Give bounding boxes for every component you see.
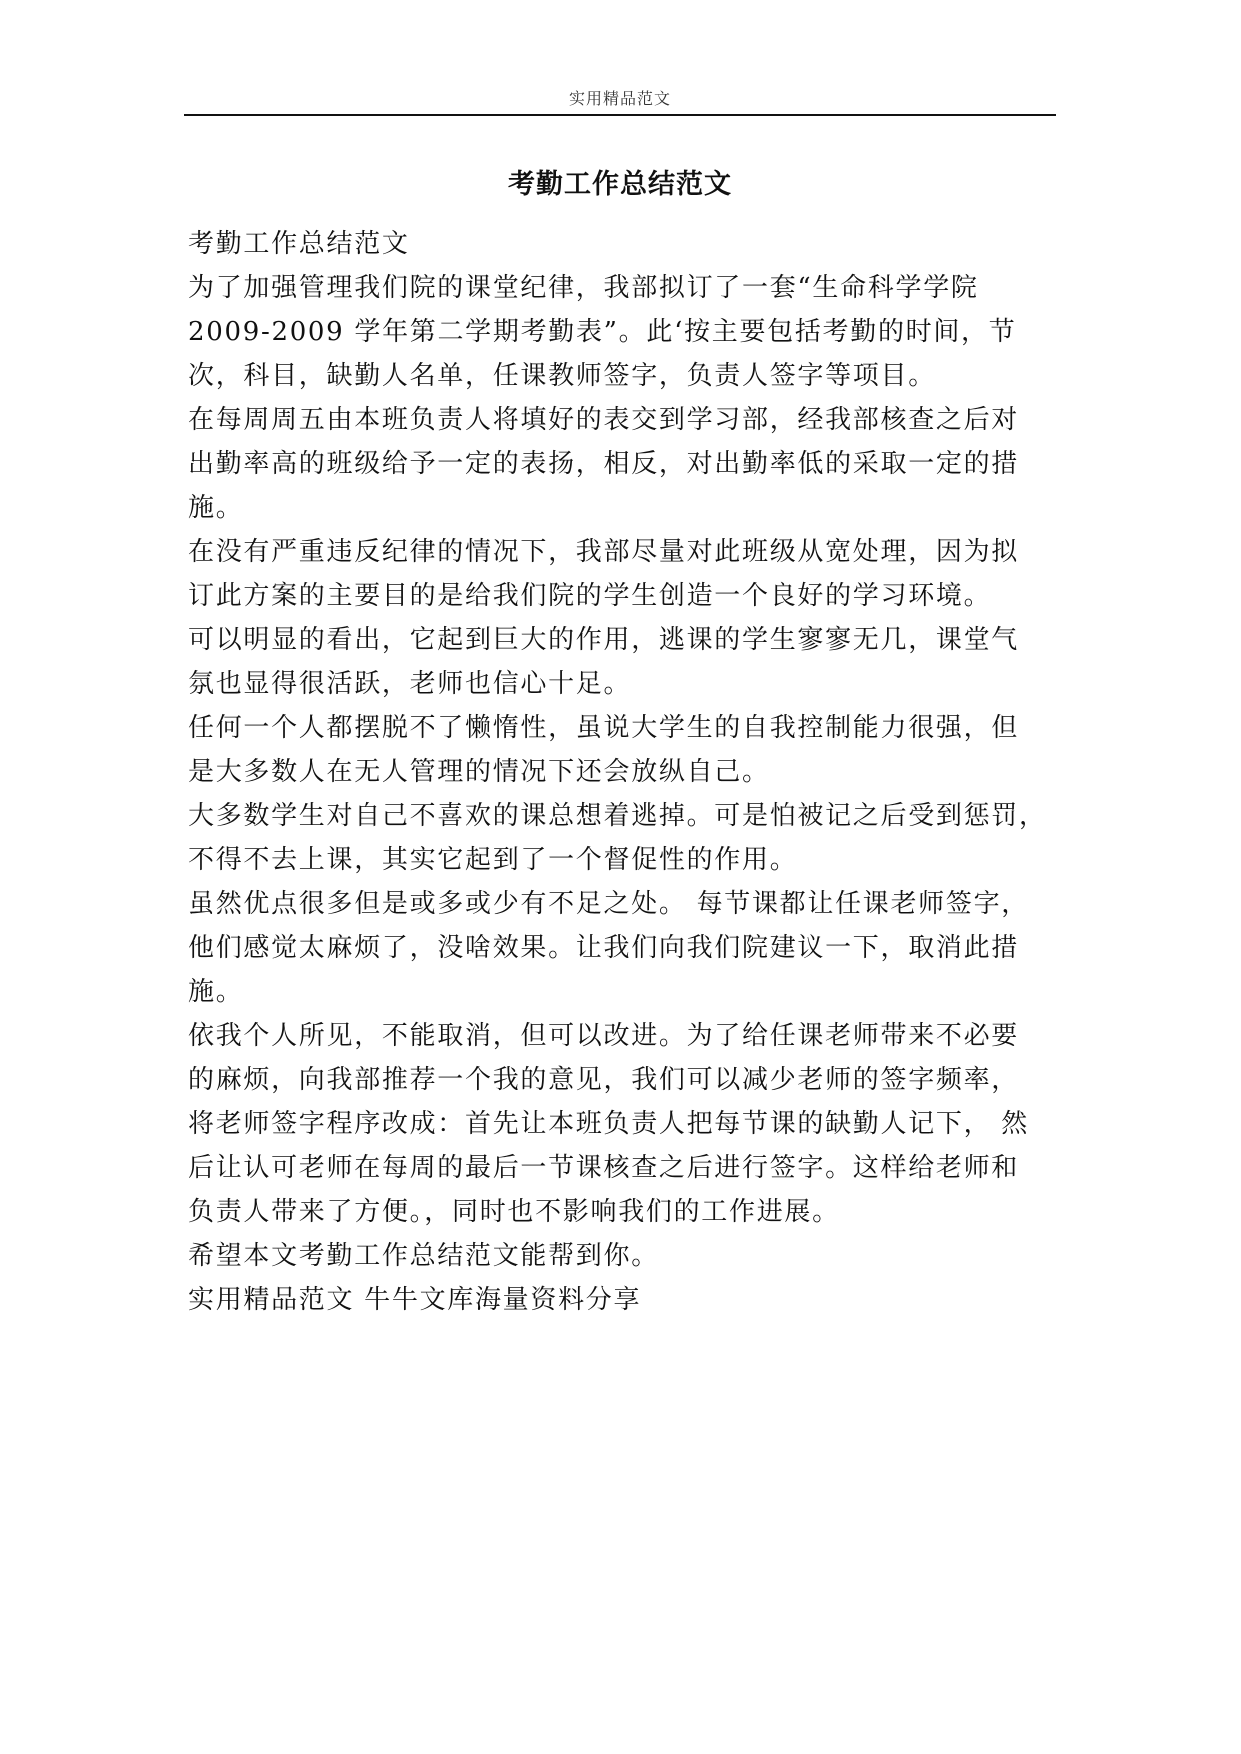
body-line: 任何一个人都摆脱不了懒惰性，虽说大学生的自我控制能力很强，但 (188, 713, 1020, 743)
body-line: 的麻烦，向我部推荐一个我的意见，我们可以减少老师的签字频率， (188, 1065, 1020, 1095)
body-line: 实用精品范文 牛牛文库海量资料分享 (188, 1285, 642, 1315)
body-line: 2009-2009 学年第二学期考勤表”。此‘按主要包括考勤的时间，节 (188, 317, 1017, 347)
body-line: 虽然优点很多但是或多或少有不足之处。 每节课都让任课老师签字， (188, 889, 1029, 919)
body-line: 订此方案的主要目的是给我们院的学生创造一个良好的学习环境。 (188, 581, 992, 611)
body-line: 可以明显的看出，它起到巨大的作用，逃课的学生寥寥无几，课堂气 (188, 625, 1020, 655)
body-line: 大多数学生对自己不喜欢的课总想着逃掉。可是怕被记之后受到惩罚， (188, 801, 1047, 831)
body-line: 考勤工作总结范文 (188, 229, 410, 259)
body-line: 出勤率高的班级给予一定的表扬，相反，对出勤率低的采取一定的措 (188, 449, 1020, 479)
body-line: 希望本文考勤工作总结范文能帮到你。 (188, 1241, 659, 1271)
body-line: 他们感觉太麻烦了，没啥效果。让我们向我们院建议一下，取消此措 (188, 933, 1020, 963)
document-title: 考勤工作总结范文 (508, 169, 732, 200)
document-body (188, 222, 1068, 1322)
body-line: 不得不去上课，其实它起到了一个督促性的作用。 (188, 845, 798, 875)
body-line: 将老师签字程序改成：首先让本班负责人把每节课的缺勤人记下， 然 (188, 1109, 1029, 1139)
header-divider (184, 114, 1056, 116)
body-line: 在没有严重违反纪律的情况下，我部尽量对此班级从宽处理，因为拟 (188, 537, 1020, 567)
body-line: 是大多数人在无人管理的情况下还会放纵自己。 (188, 757, 770, 787)
body-line: 施。 (188, 493, 244, 523)
body-line: 为了加强管理我们院的课堂纪律，我部拟订了一套“生命科学学院 (188, 273, 979, 303)
page-header-text: 实用精品范文 (568, 89, 671, 108)
body-line: 次，科目，缺勤人名单，任课教师签字，负责人签字等项目。 (188, 361, 936, 391)
body-line: 负责人带来了方便。，同时也不影响我们的工作进展。 (188, 1197, 840, 1227)
body-line: 在每周周五由本班负责人将填好的表交到学习部，经我部核查之后对 (188, 405, 1020, 435)
body-line: 氛也显得很活跃，老师也信心十足。 (188, 669, 632, 699)
body-line: 后让认可老师在每周的最后一节课核查之后进行签字。这样给老师和 (188, 1153, 1020, 1183)
body-line: 依我个人所见，不能取消，但可以改进。为了给任课老师带来不必要 (188, 1021, 1020, 1051)
body-line: 施。 (188, 977, 244, 1007)
